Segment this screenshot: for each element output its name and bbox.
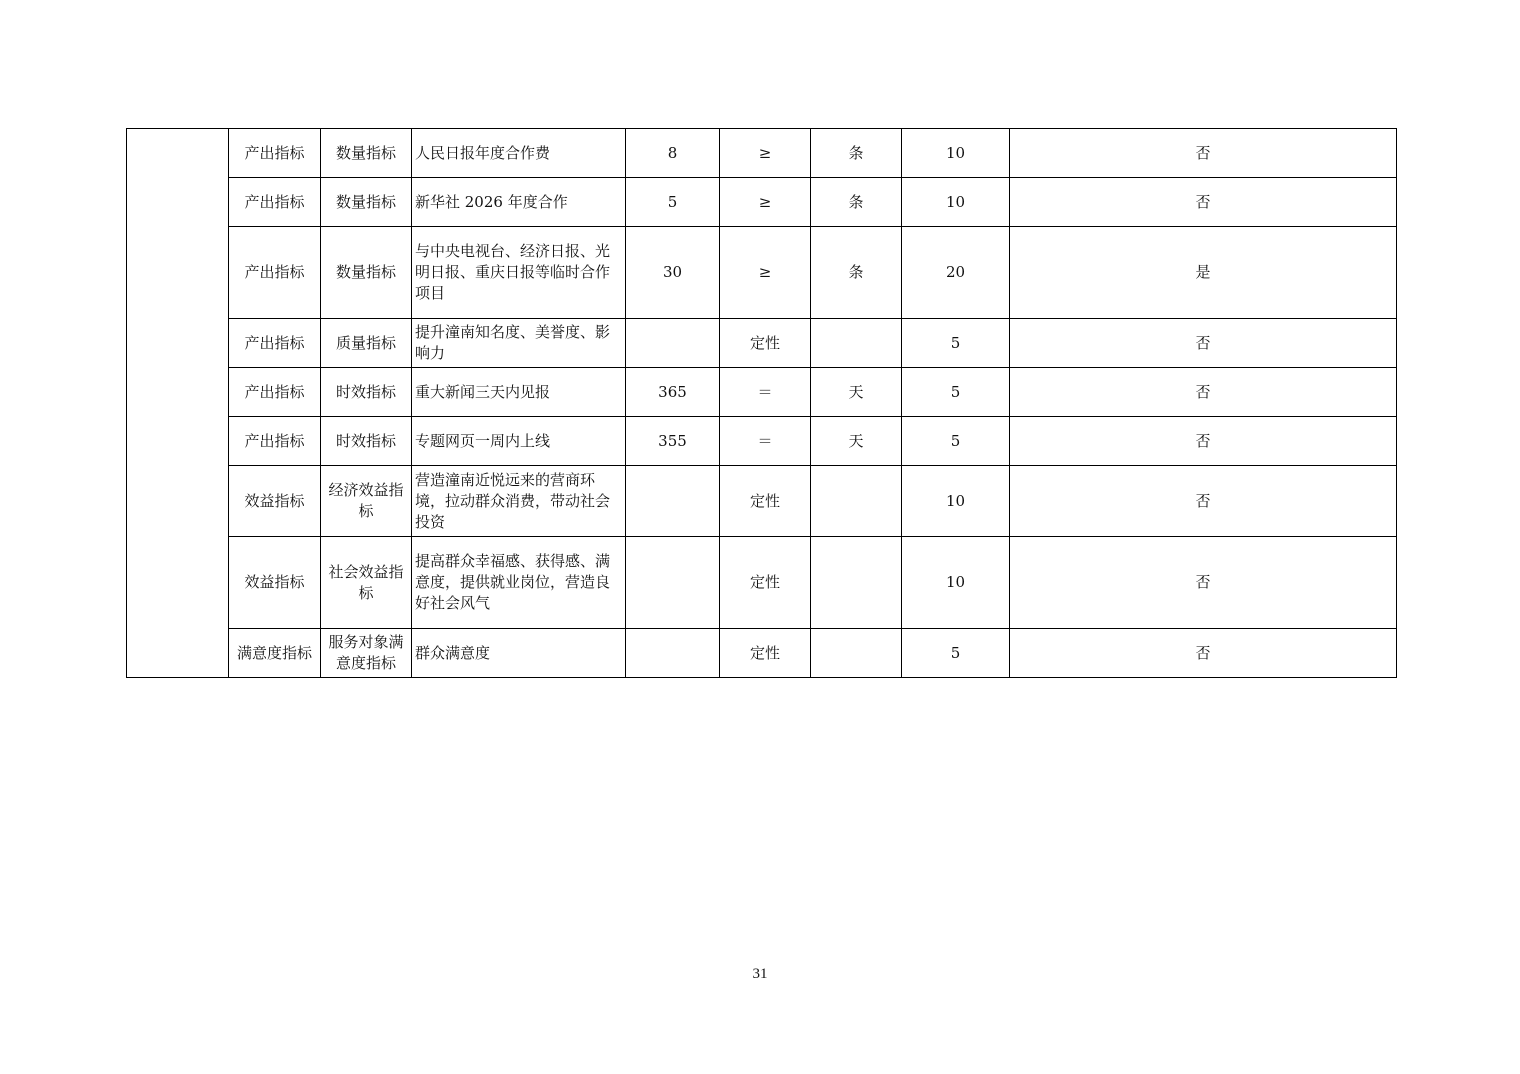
level1-indicator-cell: 效益指标 xyxy=(229,466,321,537)
weight-cell: 5 xyxy=(902,319,1010,368)
level3-indicator-cell: 专题网页一周内上线 xyxy=(412,417,626,466)
level2-indicator-cell: 数量指标 xyxy=(321,178,412,227)
level1-indicator-cell: 产出指标 xyxy=(229,227,321,319)
table-row xyxy=(127,178,1397,227)
level3-indicator-cell: 重大新闻三天内见报 xyxy=(412,368,626,417)
level1-indicator-cell: 产出指标 xyxy=(229,319,321,368)
level2-indicator-cell: 社会效益指标 xyxy=(321,537,412,629)
core-indicator-flag-cell: 否 xyxy=(1010,537,1397,629)
page-number: 31 xyxy=(752,966,768,982)
level3-indicator-cell: 新华社 2026 年度合作 xyxy=(412,178,626,227)
weight-cell: 10 xyxy=(902,466,1010,537)
weight-cell: 5 xyxy=(902,629,1010,678)
weight-cell: 20 xyxy=(902,227,1010,319)
unit-cell xyxy=(811,537,902,629)
unit-cell: 条 xyxy=(811,227,902,319)
level3-indicator-cell: 提高群众幸福感、获得感、满意度，提供就业岗位，营造良好社会风气 xyxy=(412,537,626,629)
core-indicator-flag-cell: 否 xyxy=(1010,466,1397,537)
target-value-cell: 5 xyxy=(626,178,720,227)
unit-cell: 条 xyxy=(811,178,902,227)
level2-indicator-cell: 经济效益指标 xyxy=(321,466,412,537)
weight-cell: 10 xyxy=(902,129,1010,178)
target-value-cell xyxy=(626,466,720,537)
table-row xyxy=(127,319,1397,368)
unit-cell: 条 xyxy=(811,129,902,178)
core-indicator-flag-cell: 否 xyxy=(1010,368,1397,417)
weight-cell: 10 xyxy=(902,537,1010,629)
performance-indicator-table xyxy=(126,128,1397,678)
level2-indicator-cell: 时效指标 xyxy=(321,368,412,417)
table-row xyxy=(127,417,1397,466)
target-value-cell: 8 xyxy=(626,129,720,178)
target-value-cell xyxy=(626,537,720,629)
operator-cell: 定性 xyxy=(720,537,811,629)
level2-indicator-cell: 时效指标 xyxy=(321,417,412,466)
unit-cell xyxy=(811,466,902,537)
core-indicator-flag-cell: 否 xyxy=(1010,319,1397,368)
operator-cell: ＝ xyxy=(720,368,811,417)
level1-indicator-cell: 产出指标 xyxy=(229,129,321,178)
unit-cell: 天 xyxy=(811,368,902,417)
level2-indicator-cell: 服务对象满意度指标 xyxy=(321,629,412,678)
table-row xyxy=(127,466,1397,537)
operator-cell: 定性 xyxy=(720,466,811,537)
target-value-cell xyxy=(626,629,720,678)
target-value-cell xyxy=(626,319,720,368)
table-row xyxy=(127,368,1397,417)
level3-indicator-cell: 与中央电视台、经济日报、光明日报、重庆日报等临时合作项目 xyxy=(412,227,626,319)
unit-cell xyxy=(811,629,902,678)
level1-indicator-cell: 效益指标 xyxy=(229,537,321,629)
table-row xyxy=(127,629,1397,678)
level1-indicator-cell: 产出指标 xyxy=(229,417,321,466)
operator-cell: 定性 xyxy=(720,629,811,678)
level2-indicator-cell: 数量指标 xyxy=(321,227,412,319)
operator-cell: ＝ xyxy=(720,417,811,466)
weight-cell: 5 xyxy=(902,417,1010,466)
level1-indicator-cell: 产出指标 xyxy=(229,178,321,227)
level2-indicator-cell: 数量指标 xyxy=(321,129,412,178)
unit-cell: 天 xyxy=(811,417,902,466)
core-indicator-flag-cell: 是 xyxy=(1010,227,1397,319)
core-indicator-flag-cell: 否 xyxy=(1010,178,1397,227)
level3-indicator-cell: 提升潼南知名度、美誉度、影响力 xyxy=(412,319,626,368)
target-value-cell: 30 xyxy=(626,227,720,319)
level3-indicator-cell: 营造潼南近悦远来的营商环境，拉动群众消费，带动社会投资 xyxy=(412,466,626,537)
table-row xyxy=(127,537,1397,629)
operator-cell: ≥ xyxy=(720,129,811,178)
table-row xyxy=(127,129,1397,178)
operator-cell: ≥ xyxy=(720,227,811,319)
level1-indicator-cell: 满意度指标 xyxy=(229,629,321,678)
level3-indicator-cell: 群众满意度 xyxy=(412,629,626,678)
level2-indicator-cell: 质量指标 xyxy=(321,319,412,368)
weight-cell: 10 xyxy=(902,178,1010,227)
operator-cell: ≥ xyxy=(720,178,811,227)
target-value-cell: 355 xyxy=(626,417,720,466)
weight-cell: 5 xyxy=(902,368,1010,417)
target-value-cell: 365 xyxy=(626,368,720,417)
level3-indicator-cell: 人民日报年度合作费 xyxy=(412,129,626,178)
core-indicator-flag-cell: 否 xyxy=(1010,629,1397,678)
unit-cell xyxy=(811,319,902,368)
core-indicator-flag-cell: 否 xyxy=(1010,129,1397,178)
level1-indicator-cell: 产出指标 xyxy=(229,368,321,417)
merged-project-cell xyxy=(127,129,229,678)
operator-cell: 定性 xyxy=(720,319,811,368)
table-row xyxy=(127,227,1397,319)
core-indicator-flag-cell: 否 xyxy=(1010,417,1397,466)
